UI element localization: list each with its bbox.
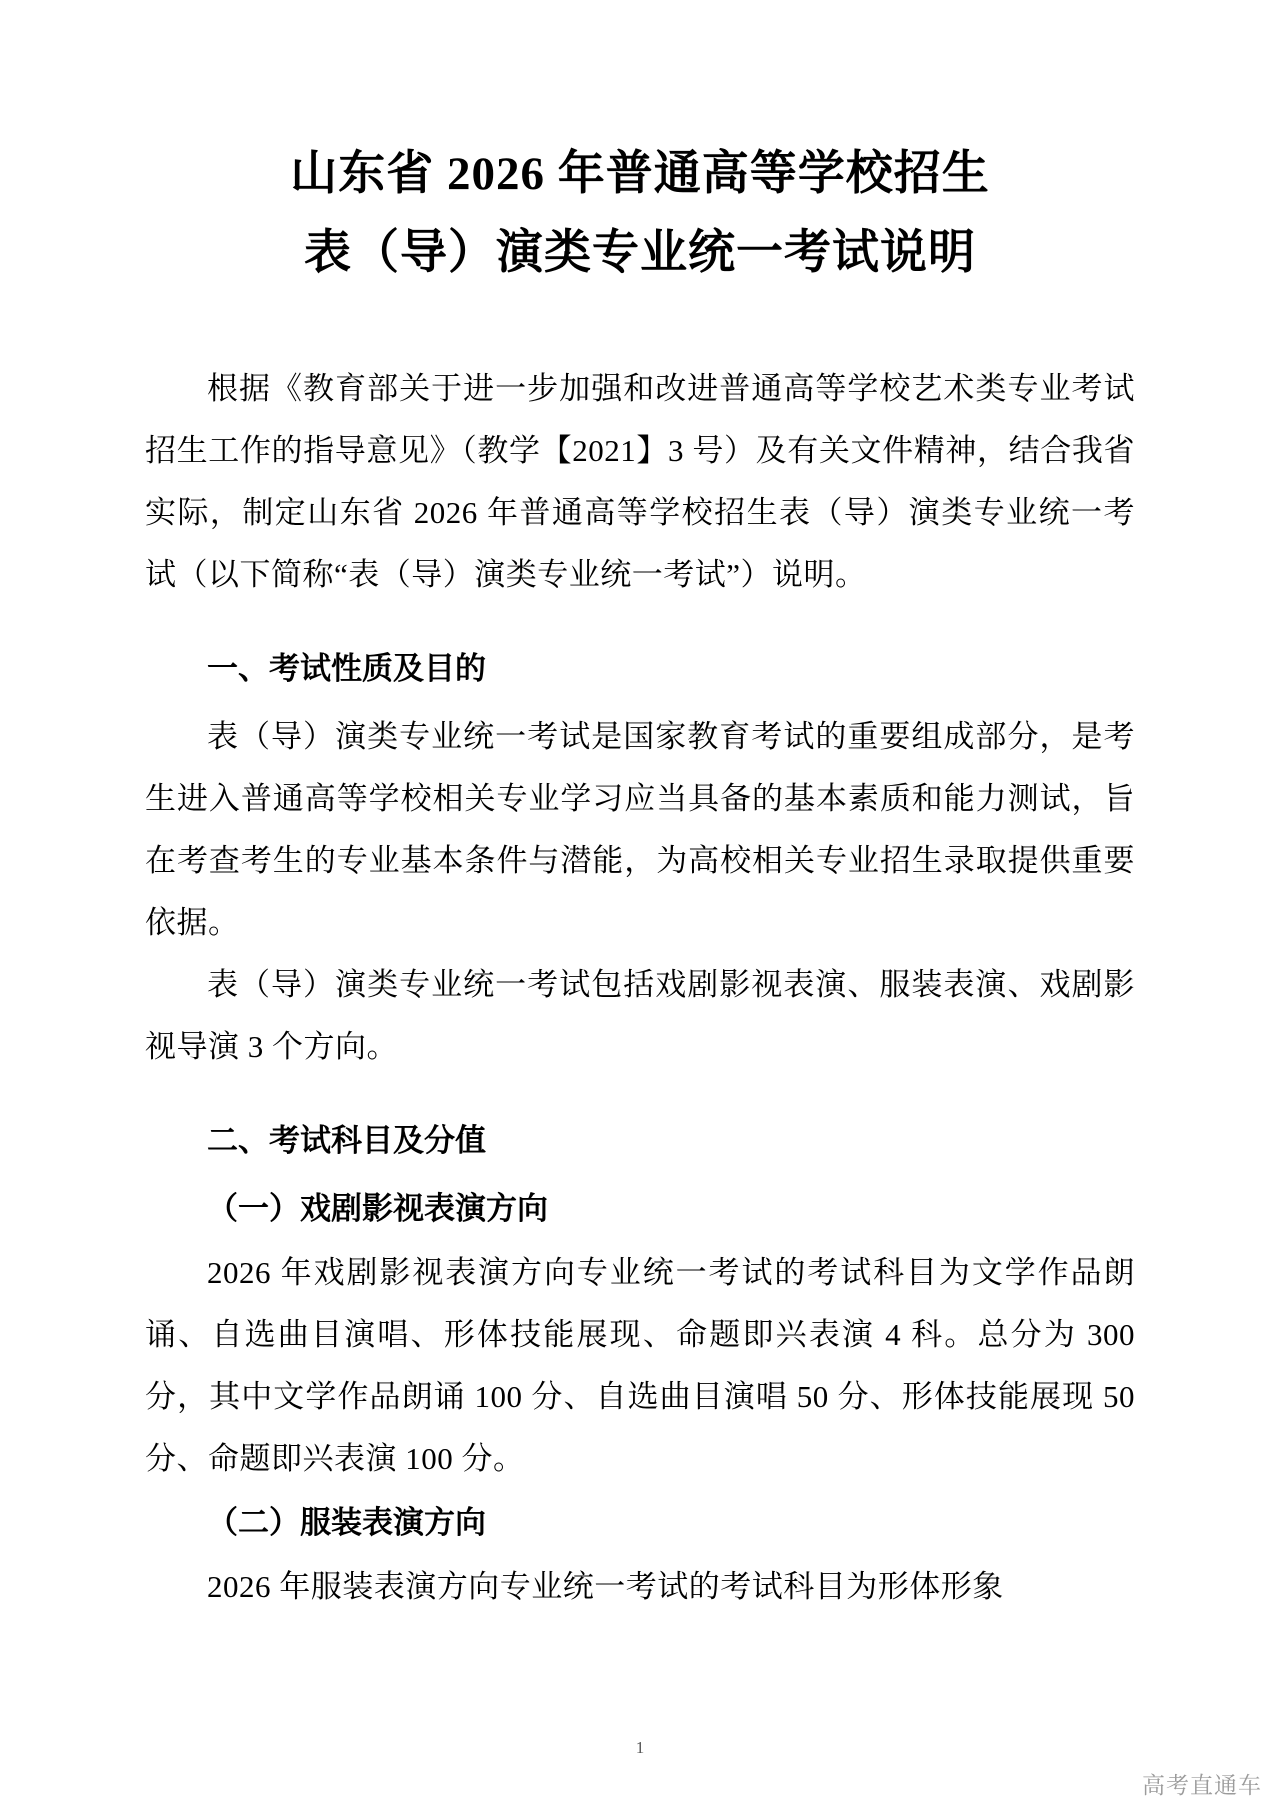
document-title-line-1: 山东省 2026 年普通高等学校招生 xyxy=(290,148,990,200)
subsection-2-2-heading: （二）服装表演方向 xyxy=(207,1504,486,1540)
subsection-2-2-paragraph: 2026 年服装表演方向专业统一考试的考试科目为形体形象 xyxy=(207,1568,1004,1604)
section-1-heading: 一、考试性质及目的 xyxy=(207,650,486,686)
document-title-line-2: 表（导）演类专业统一考试说明 xyxy=(304,226,976,279)
subsection-2-1-heading: （一）戏剧影视表演方向 xyxy=(207,1190,548,1226)
watermark-gaokao-zhitongche: 高考直通车 xyxy=(1142,1772,1262,1798)
section-2-heading: 二、考试科目及分值 xyxy=(207,1122,486,1158)
intro-paragraph: 根据《教育部关于进一步加强和改进普通高等学校艺术类专业考试招生工作的指导意见》（教学【2021】3 号）及有关文件精神，结合我省实际，制定山东省 2026 年普通高等学校招生表（导）演类专业统一考试（以下简称“表（导）演类专业统一考试”）说明。 xyxy=(145,370,1135,592)
section-1-paragraph-2: 表（导）演类专业统一考试包括戏剧影视表演、服装表演、戏剧影视导演 3 个方向。 xyxy=(145,966,1135,1064)
page-number: 1 xyxy=(635,1738,645,1757)
section-1-paragraph-1: 表（导）演类专业统一考试是国家教育考试的重要组成部分，是考生进入普通高等学校相关专业学习应当具备的基本素质和能力测试，旨在考查考生的专业基本条件与潜能，为高校相关专业招生录取提供重要依据。 xyxy=(145,718,1135,940)
subsection-2-1-paragraph: 2026 年戏剧影视表演方向专业统一考试的考试科目为文学作品朗诵、自选曲目演唱、形体技能展现、命题即兴表演 4 科。总分为 300 分，其中文学作品朗诵 100 分、自选曲目演唱 50 分、形体技能展现 50 分、命题即兴表演 100 分。 xyxy=(145,1254,1135,1476)
document-title xyxy=(145,135,1135,293)
